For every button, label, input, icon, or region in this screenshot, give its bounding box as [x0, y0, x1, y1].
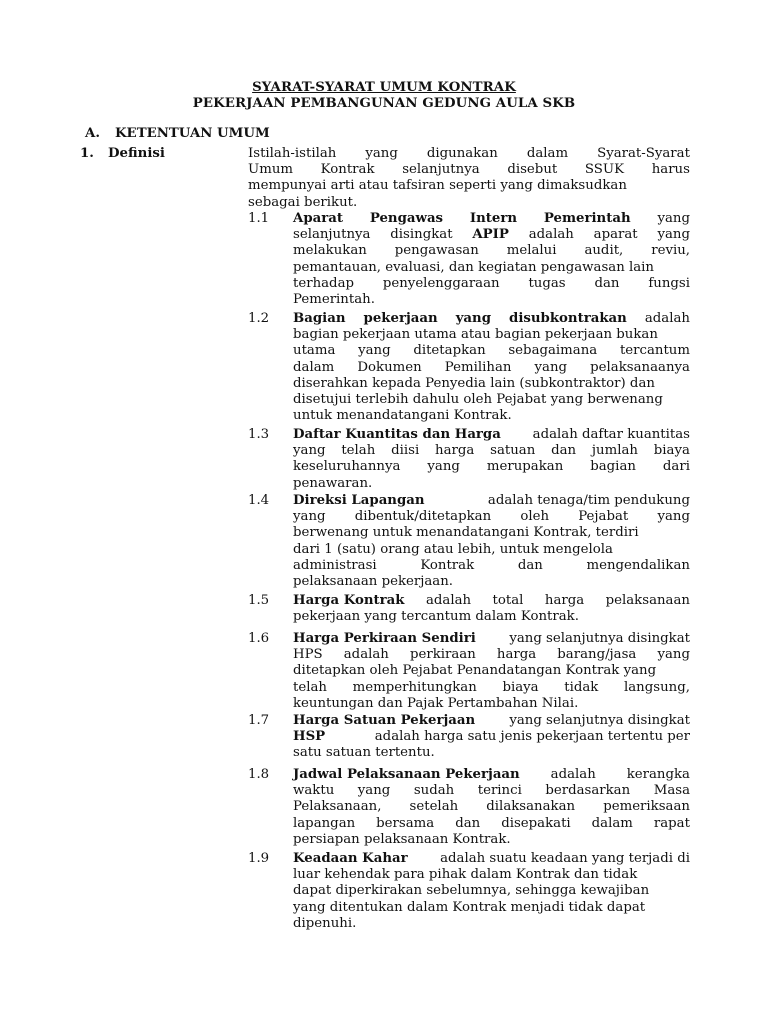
term-bold: Jadwal Pelaksanaan Pekerjaan	[293, 767, 520, 782]
text-segment: barang/jasa	[557, 647, 637, 663]
text-line	[293, 647, 690, 663]
text-segment: pekerjaan yang tercantum dalam Kontrak.	[293, 609, 579, 625]
item-number: 1.9	[248, 851, 270, 866]
text-segment: fungsi	[648, 275, 690, 291]
text-line	[293, 799, 690, 815]
text-segment: terhadap	[293, 275, 355, 291]
text-segment: administrasi	[293, 557, 377, 573]
text-segment: adalah	[528, 227, 574, 243]
text-segment: adalah	[425, 593, 472, 608]
text-segment: adalah tenaga/tim pendukung	[487, 493, 690, 508]
definition-intro	[248, 146, 690, 211]
item-number: 1.6	[248, 631, 270, 646]
definition-item-text	[293, 493, 690, 590]
text-segment: bagian pekerjaan utama atau bagian pekerjaan bukan	[293, 327, 658, 343]
text-line	[248, 146, 690, 162]
text-segment: total	[492, 593, 524, 608]
text-segment: pelaksanaan pekerjaan.	[293, 574, 454, 590]
term-bold: HSP	[293, 729, 326, 745]
text-segment: yang	[293, 443, 326, 459]
section-title: KETENTUAN UMUM	[115, 126, 270, 141]
text-segment: dibentuk/ditetapkan	[354, 509, 492, 525]
text-line	[293, 631, 690, 647]
item-number: 1.3	[248, 427, 270, 442]
text-line	[248, 178, 690, 194]
text-segment: HPS	[293, 647, 323, 663]
text-line	[293, 883, 690, 899]
definition-item-text	[293, 713, 690, 762]
item-number: 1.8	[248, 767, 270, 782]
text-line	[293, 663, 690, 679]
text-segment: disebut	[507, 162, 558, 178]
text-segment: dapat diperkirakan sebelumnya, sehingga kewajiban	[293, 883, 650, 899]
text-segment: Syarat-Syarat	[597, 146, 690, 161]
section-heading	[85, 126, 270, 141]
text-segment: setelah	[409, 799, 459, 815]
text-line	[293, 558, 690, 574]
definition-number: 1.	[80, 146, 94, 161]
term-bold: yang	[455, 311, 491, 326]
text-segment: dan	[517, 557, 543, 573]
text-segment: yang	[657, 647, 690, 663]
text-segment: yang ditentukan dalam Kontrak menjadi tidak dapat	[293, 899, 646, 915]
text-segment: Pelaksanaan,	[293, 799, 382, 815]
text-segment: jumlah	[591, 443, 638, 459]
definition-item-text	[293, 593, 690, 625]
text-segment: untuk menandatangani Kontrak.	[293, 408, 512, 424]
term-bold: Pemerintah	[543, 211, 631, 226]
item-number: 1.2	[248, 311, 270, 326]
term-bold: Pengawas	[369, 211, 444, 226]
text-segment: dari 1 (satu) orang atau lebih, untuk mengelola	[293, 541, 613, 557]
text-segment: Pejabat	[578, 509, 629, 525]
text-segment: rapat	[653, 815, 690, 831]
text-segment: keseluruhannya	[293, 459, 401, 475]
text-segment: melakukan	[293, 243, 367, 259]
text-line	[293, 713, 690, 729]
text-segment: dalam	[526, 146, 569, 161]
text-segment: yang	[657, 211, 690, 226]
definition-item-text	[293, 211, 690, 308]
text-line	[293, 408, 690, 424]
text-line	[293, 459, 690, 475]
text-segment: diisi	[391, 443, 420, 459]
term-bold: disubkontrakan	[509, 311, 627, 326]
text-line	[293, 343, 690, 359]
document-title: SYARAT-SYARAT UMUM KONTRAK	[252, 80, 516, 95]
term-bold: Bagian	[293, 311, 346, 326]
text-segment: langsung,	[624, 679, 690, 695]
text-segment: bagian	[590, 459, 636, 475]
text-line	[293, 916, 690, 932]
text-segment: adalah daftar kuantitas	[532, 427, 690, 442]
text-segment: dalam	[591, 815, 633, 831]
text-segment: tidak	[564, 679, 599, 695]
text-segment: Kontrak	[320, 162, 375, 178]
text-segment: dipenuhi.	[293, 915, 357, 931]
text-line	[293, 783, 690, 799]
text-segment: ditetapkan oleh Pejabat Penandatangan Kontrak yang	[293, 663, 657, 679]
text-segment: aparat	[593, 227, 638, 243]
text-line	[293, 542, 690, 558]
text-segment: biaya	[502, 679, 539, 695]
text-segment: Masa	[653, 783, 690, 799]
text-line	[293, 360, 690, 376]
text-segment: yang	[657, 509, 690, 525]
text-segment: disetujui terlebih dahulu oleh Pejabat yang berwenang	[293, 392, 663, 408]
definition-item-text	[293, 767, 690, 848]
text-segment: harga	[544, 593, 585, 608]
text-segment: sebagaimana	[508, 343, 598, 359]
text-line	[293, 816, 690, 832]
text-segment: digunakan	[426, 146, 498, 161]
text-line	[293, 392, 690, 408]
text-segment: yang selanjutnya disingkat	[509, 713, 690, 728]
text-segment: tercantum	[619, 343, 690, 359]
text-line	[293, 900, 690, 916]
text-segment: yang	[293, 509, 326, 525]
text-segment: telah	[293, 679, 327, 695]
text-segment: pelaksanaanya	[590, 359, 690, 375]
definition-item-text	[293, 427, 690, 492]
text-segment: kerangka	[626, 767, 690, 782]
text-segment: disepakati	[501, 815, 571, 831]
text-segment: pengawasan	[394, 243, 479, 259]
text-segment: ditetapkan	[413, 343, 486, 359]
text-line	[293, 243, 690, 259]
text-line	[293, 493, 690, 509]
text-segment: adalah suatu keadaan yang terjadi di	[440, 851, 690, 866]
text-segment: Dokumen	[357, 359, 422, 375]
text-line	[293, 227, 690, 243]
text-line	[293, 696, 690, 712]
text-line	[293, 745, 690, 761]
text-segment: oleh	[520, 509, 550, 525]
document-subtitle: PEKERJAAN PEMBANGUNAN GEDUNG AULA SKB	[192, 96, 576, 111]
text-line	[293, 311, 690, 327]
text-segment: penawaran.	[293, 475, 373, 491]
text-segment: utama	[293, 343, 336, 359]
text-segment: pemantauan, evaluasi, dan kegiatan pengawasan lain	[293, 259, 654, 275]
text-line	[293, 211, 690, 227]
definition-label: Definisi	[108, 146, 165, 161]
text-line	[293, 376, 690, 392]
text-segment: Pemilihan	[444, 359, 512, 375]
text-segment: tugas	[528, 275, 566, 291]
definition-item-text	[293, 631, 690, 712]
text-segment: dilaksanakan	[486, 799, 576, 815]
text-line	[248, 162, 690, 178]
item-number: 1.1	[248, 211, 270, 226]
text-line	[293, 476, 690, 492]
text-segment: penyelenggaraan	[382, 275, 500, 291]
text-segment: yang	[357, 783, 391, 799]
text-segment: adalah	[550, 767, 596, 782]
term-bold: Aparat	[293, 211, 343, 226]
text-segment: terinci	[477, 783, 522, 799]
text-segment: harus	[651, 162, 690, 178]
text-segment: harga	[496, 647, 537, 663]
text-segment: SSUK	[584, 162, 625, 178]
text-line	[293, 276, 690, 292]
term-bold: Keadaan Kahar	[293, 851, 408, 866]
text-line	[248, 195, 690, 211]
text-line	[293, 593, 690, 609]
text-line	[293, 867, 690, 883]
text-segment: yang selanjutnya disingkat	[509, 631, 690, 646]
text-segment: dan	[594, 275, 620, 291]
section-letter: A.	[85, 126, 100, 141]
term-bold: Harga Satuan Pekerjaan	[293, 713, 476, 728]
text-line	[293, 509, 690, 525]
text-segment: keuntungan dan Pajak Pertambahan Nilai.	[293, 695, 579, 711]
text-segment: dan	[455, 815, 481, 831]
text-segment: memperhitungkan	[352, 679, 477, 695]
text-segment: adalah	[343, 647, 389, 663]
text-segment: disingkat	[390, 227, 453, 243]
text-segment: dan	[551, 443, 577, 459]
text-segment: pelaksanaan	[605, 593, 690, 608]
text-segment: lapangan	[293, 815, 356, 831]
text-segment: dalam	[293, 359, 335, 375]
text-segment: berwenang untuk menandatangani Kontrak, terdiri	[293, 525, 639, 541]
text-segment: telah	[341, 443, 376, 459]
text-segment: yang	[427, 459, 460, 475]
text-segment: reviu,	[651, 243, 690, 259]
text-segment: mempunyai arti atau tafsiran seperti yang dimaksudkan	[248, 178, 627, 194]
item-number: 1.5	[248, 593, 270, 608]
text-segment: mengendalikan	[586, 557, 690, 573]
text-segment: Istilah-istilah	[248, 146, 337, 161]
term-bold: APIP	[472, 227, 509, 243]
text-segment: Pemerintah.	[293, 292, 375, 308]
text-segment: satuan	[490, 443, 536, 459]
text-segment: biaya	[653, 443, 690, 459]
text-segment: berdasarkan	[545, 783, 631, 799]
text-segment: audit,	[584, 243, 624, 259]
text-segment: dari	[662, 459, 690, 475]
term-bold: Harga Perkiraan Sendiri	[293, 631, 476, 646]
text-segment: yang	[534, 359, 568, 375]
text-segment: bersama	[376, 815, 435, 831]
term-bold: pekerjaan	[363, 311, 438, 326]
definition-item-text	[293, 851, 690, 932]
text-segment: luar kehendak para pihak dalam Kontrak dan tidak	[293, 867, 638, 883]
text-segment: yang	[365, 146, 398, 161]
text-segment: sudah	[413, 783, 455, 799]
text-line	[293, 767, 690, 783]
term-bold: Daftar Kuantitas dan Harga	[293, 427, 501, 442]
text-line	[293, 832, 690, 848]
definition-item-text	[293, 311, 690, 424]
item-number: 1.4	[248, 493, 270, 508]
text-line	[293, 680, 690, 696]
text-segment: satu satuan tertentu.	[293, 745, 435, 761]
definition-heading	[80, 146, 165, 161]
text-segment: yang	[358, 343, 391, 359]
term-bold: Intern	[469, 211, 518, 226]
text-segment: Kontrak	[420, 557, 475, 573]
text-segment: selanjutnya	[402, 162, 480, 178]
text-line	[293, 574, 690, 590]
text-segment: waktu	[293, 783, 335, 799]
text-segment: adalah	[644, 311, 690, 326]
text-segment: pemeriksaan	[603, 799, 690, 815]
text-line	[293, 327, 690, 343]
text-line	[293, 292, 690, 308]
text-segment: harga	[435, 443, 475, 459]
text-segment: perkiraan	[409, 647, 476, 663]
text-line	[293, 427, 690, 443]
text-segment: adalah harga satu jenis pekerjaan tertentu per	[374, 729, 690, 745]
text-segment: melalui	[506, 243, 557, 259]
item-number: 1.7	[248, 713, 270, 728]
term-bold: Direksi Lapangan	[293, 493, 425, 508]
text-segment: persiapan pelaksanaan Kontrak.	[293, 831, 511, 847]
text-line	[293, 443, 690, 459]
text-segment: diserahkan kepada Penyedia lain (subkontraktor) dan	[293, 375, 655, 391]
text-segment: merupakan	[486, 459, 564, 475]
text-segment: selanjutnya	[293, 227, 371, 243]
text-line	[293, 609, 690, 625]
text-segment: yang	[657, 227, 690, 243]
term-bold: Harga Kontrak	[293, 593, 405, 608]
text-line	[293, 851, 690, 867]
text-segment: Umum	[248, 162, 293, 178]
text-line	[293, 729, 690, 745]
text-segment: sebagai berikut.	[248, 194, 358, 210]
text-line	[293, 525, 690, 541]
text-line	[293, 260, 690, 276]
